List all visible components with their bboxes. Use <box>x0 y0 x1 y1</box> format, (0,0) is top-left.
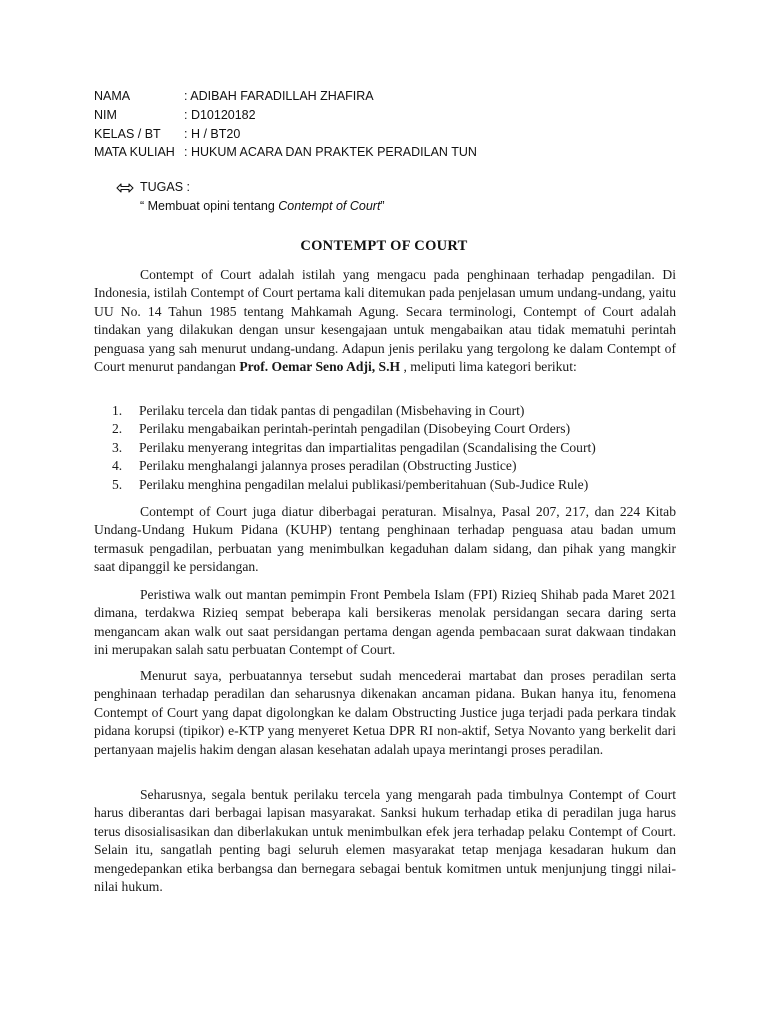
task-instruction <box>140 197 385 216</box>
list-item-text: Perilaku mengabaikan perintah-perintah pengadilan (Disobeying Court Orders) <box>139 421 571 437</box>
body-paragraph: Seharusnya, segala bentuk perilaku tercela yang mengarah pada timbulnya Contempt of Court harus diberantas dari berbagai lapisan masyarakat. Sanksi hukum terhadap etika di peradilan juga harus terus disosialisasikan dan diberlakukan untuk menimbulkan efek jera terhadap pelaku Contempt of Court. Selain itu, sangatlah penting bagi seluruh elemen masyarakat tetap menjaga kesadaran hukum dan mengedepankan etika berbangsa dan bernegara sebagai bentuk komitmen untuk menjunjung tinggi nilai-nilai hukum. <box>94 787 676 895</box>
task-instruction-topic: Contempt of Court <box>278 198 381 213</box>
identity-value: : HUKUM ACARA DAN PRAKTEK PERADILAN TUN <box>184 145 477 160</box>
identity-value: : ADIBAH FARADILLAH ZHAFIRA <box>184 89 374 103</box>
list-item-number: 4. <box>112 458 123 474</box>
student-identity-block <box>94 87 477 162</box>
intro-author: Prof. Oemar Seno Adji, S.H <box>239 359 401 375</box>
identity-row-nim <box>94 106 477 125</box>
list-item <box>112 476 672 494</box>
body-paragraph-container <box>94 503 676 577</box>
category-list <box>112 402 672 494</box>
identity-value: : D10120182 <box>184 107 256 122</box>
list-item-number: 5. <box>112 476 123 492</box>
body-paragraph: Menurut saya, perbuatannya tersebut sudah mencederai martabat dan proses peradilan serta penghinaan terhadap peradilan dan seharusnya dikenakan ancaman pidana. Bukan hanya itu, fenomena Contempt of Court yang dapat digolongkan ke dalam Obstructing Justice juga terjadi pada perkara tindak pidana korupsi (tipikor) e-KTP yang menyeret Ketua DPR RI non-aktif, Setya Novanto yang berkelit dari pertanyaan majelis hakim dengan alasan kesehatan adalah upaya merintangi proses peradilan. <box>94 668 676 757</box>
intro-text-part1: Contempt of Court adalah istilah yang mengacu pada penghinaan terhadap pengadilan. Di Indonesia, istilah Contempt of Court pertama kali ditemukan pada penjelasan umum undang-undang, yaitu UU No. 14 Tahun 1985 tentang Mahkamah Agung. Secara terminologi, Contempt of Court adalah tindakan yang dilakukan dengan unsur kesengajaan untuk mengabaikan atau tidak mematuhi perintah penguasa yang sah menurut undang-undang. Adapun jenis perilaku yang tergolong ke dalam Contempt of Court menurut pandangan <box>94 267 676 375</box>
body-paragraph-container <box>94 667 676 759</box>
task-heading <box>116 178 385 197</box>
identity-row-class <box>94 125 477 144</box>
list-item <box>112 402 672 420</box>
task-block <box>116 178 385 215</box>
identity-label: NIM <box>94 107 117 122</box>
identity-value: : H / BT20 <box>184 126 241 141</box>
list-item-number: 2. <box>112 421 123 437</box>
intro-paragraph <box>94 266 676 376</box>
list-item-text: Perilaku menghalangi jalannya proses peradilan (Obstructing Justice) <box>139 458 517 474</box>
body-paragraph: Contempt of Court juga diatur diberbagai peraturan. Misalnya, Pasal 207, 217, dan 224 Kitab Undang-Undang Hukum Pidana (KUHP) tentang penghinaan terhadap penguasa atau badan umum termasuk pengadilan, perbuatan yang menimbulkan kegaduhan dalam sidang, dan pihak yang mangkir saat dipanggil ke persidangan. <box>94 504 676 575</box>
list-item-text: Perilaku menghina pengadilan melalui publikasi/pemberitahuan (Sub-Judice Rule) <box>139 476 589 492</box>
identity-label: MATA KULIAH <box>94 145 175 160</box>
list-item-number: 1. <box>112 403 123 418</box>
intro-paragraph-container <box>94 266 676 376</box>
list-item <box>112 457 672 475</box>
body-paragraph-container <box>94 586 676 660</box>
double-arrow-icon <box>116 181 134 193</box>
list-item-text: Perilaku tercela dan tidak pantas di pengadilan (Misbehaving in Court) <box>139 403 525 418</box>
intro-text-part2: , meliputi lima kategori berikut: <box>400 359 577 375</box>
identity-label: KELAS / BT <box>94 126 161 141</box>
task-instruction-prefix: “ Membuat opini tentang <box>140 198 279 213</box>
list-item-number: 3. <box>112 439 123 455</box>
identity-row-course <box>94 143 477 162</box>
body-paragraph: Peristiwa walk out mantan pemimpin Front Pembela Islam (FPI) Rizieq Shihab pada Maret 2021 dimana, terdakwa Rizieq sempat beberapa kali bersikeras menolak persidangan secara daring serta mengancam akan walk out saat persidangan pertama dengan agenda pembacaan surat dakwaan tindakan ini merupakan salah satu perbuatan Contempt of Court. <box>94 587 676 658</box>
identity-label: NAMA <box>94 89 131 103</box>
list-item <box>112 439 672 457</box>
list-item-text: Perilaku menyerang integritas dan impartialitas pengadilan (Scandalising the Court) <box>139 439 596 455</box>
task-instruction-suffix: ” <box>380 198 385 213</box>
task-label: TUGAS : <box>140 180 191 194</box>
list-item <box>112 420 672 438</box>
identity-row-name <box>94 87 477 106</box>
document-title: CONTEMPT OF COURT <box>300 238 468 254</box>
body-paragraph-container <box>94 786 676 896</box>
